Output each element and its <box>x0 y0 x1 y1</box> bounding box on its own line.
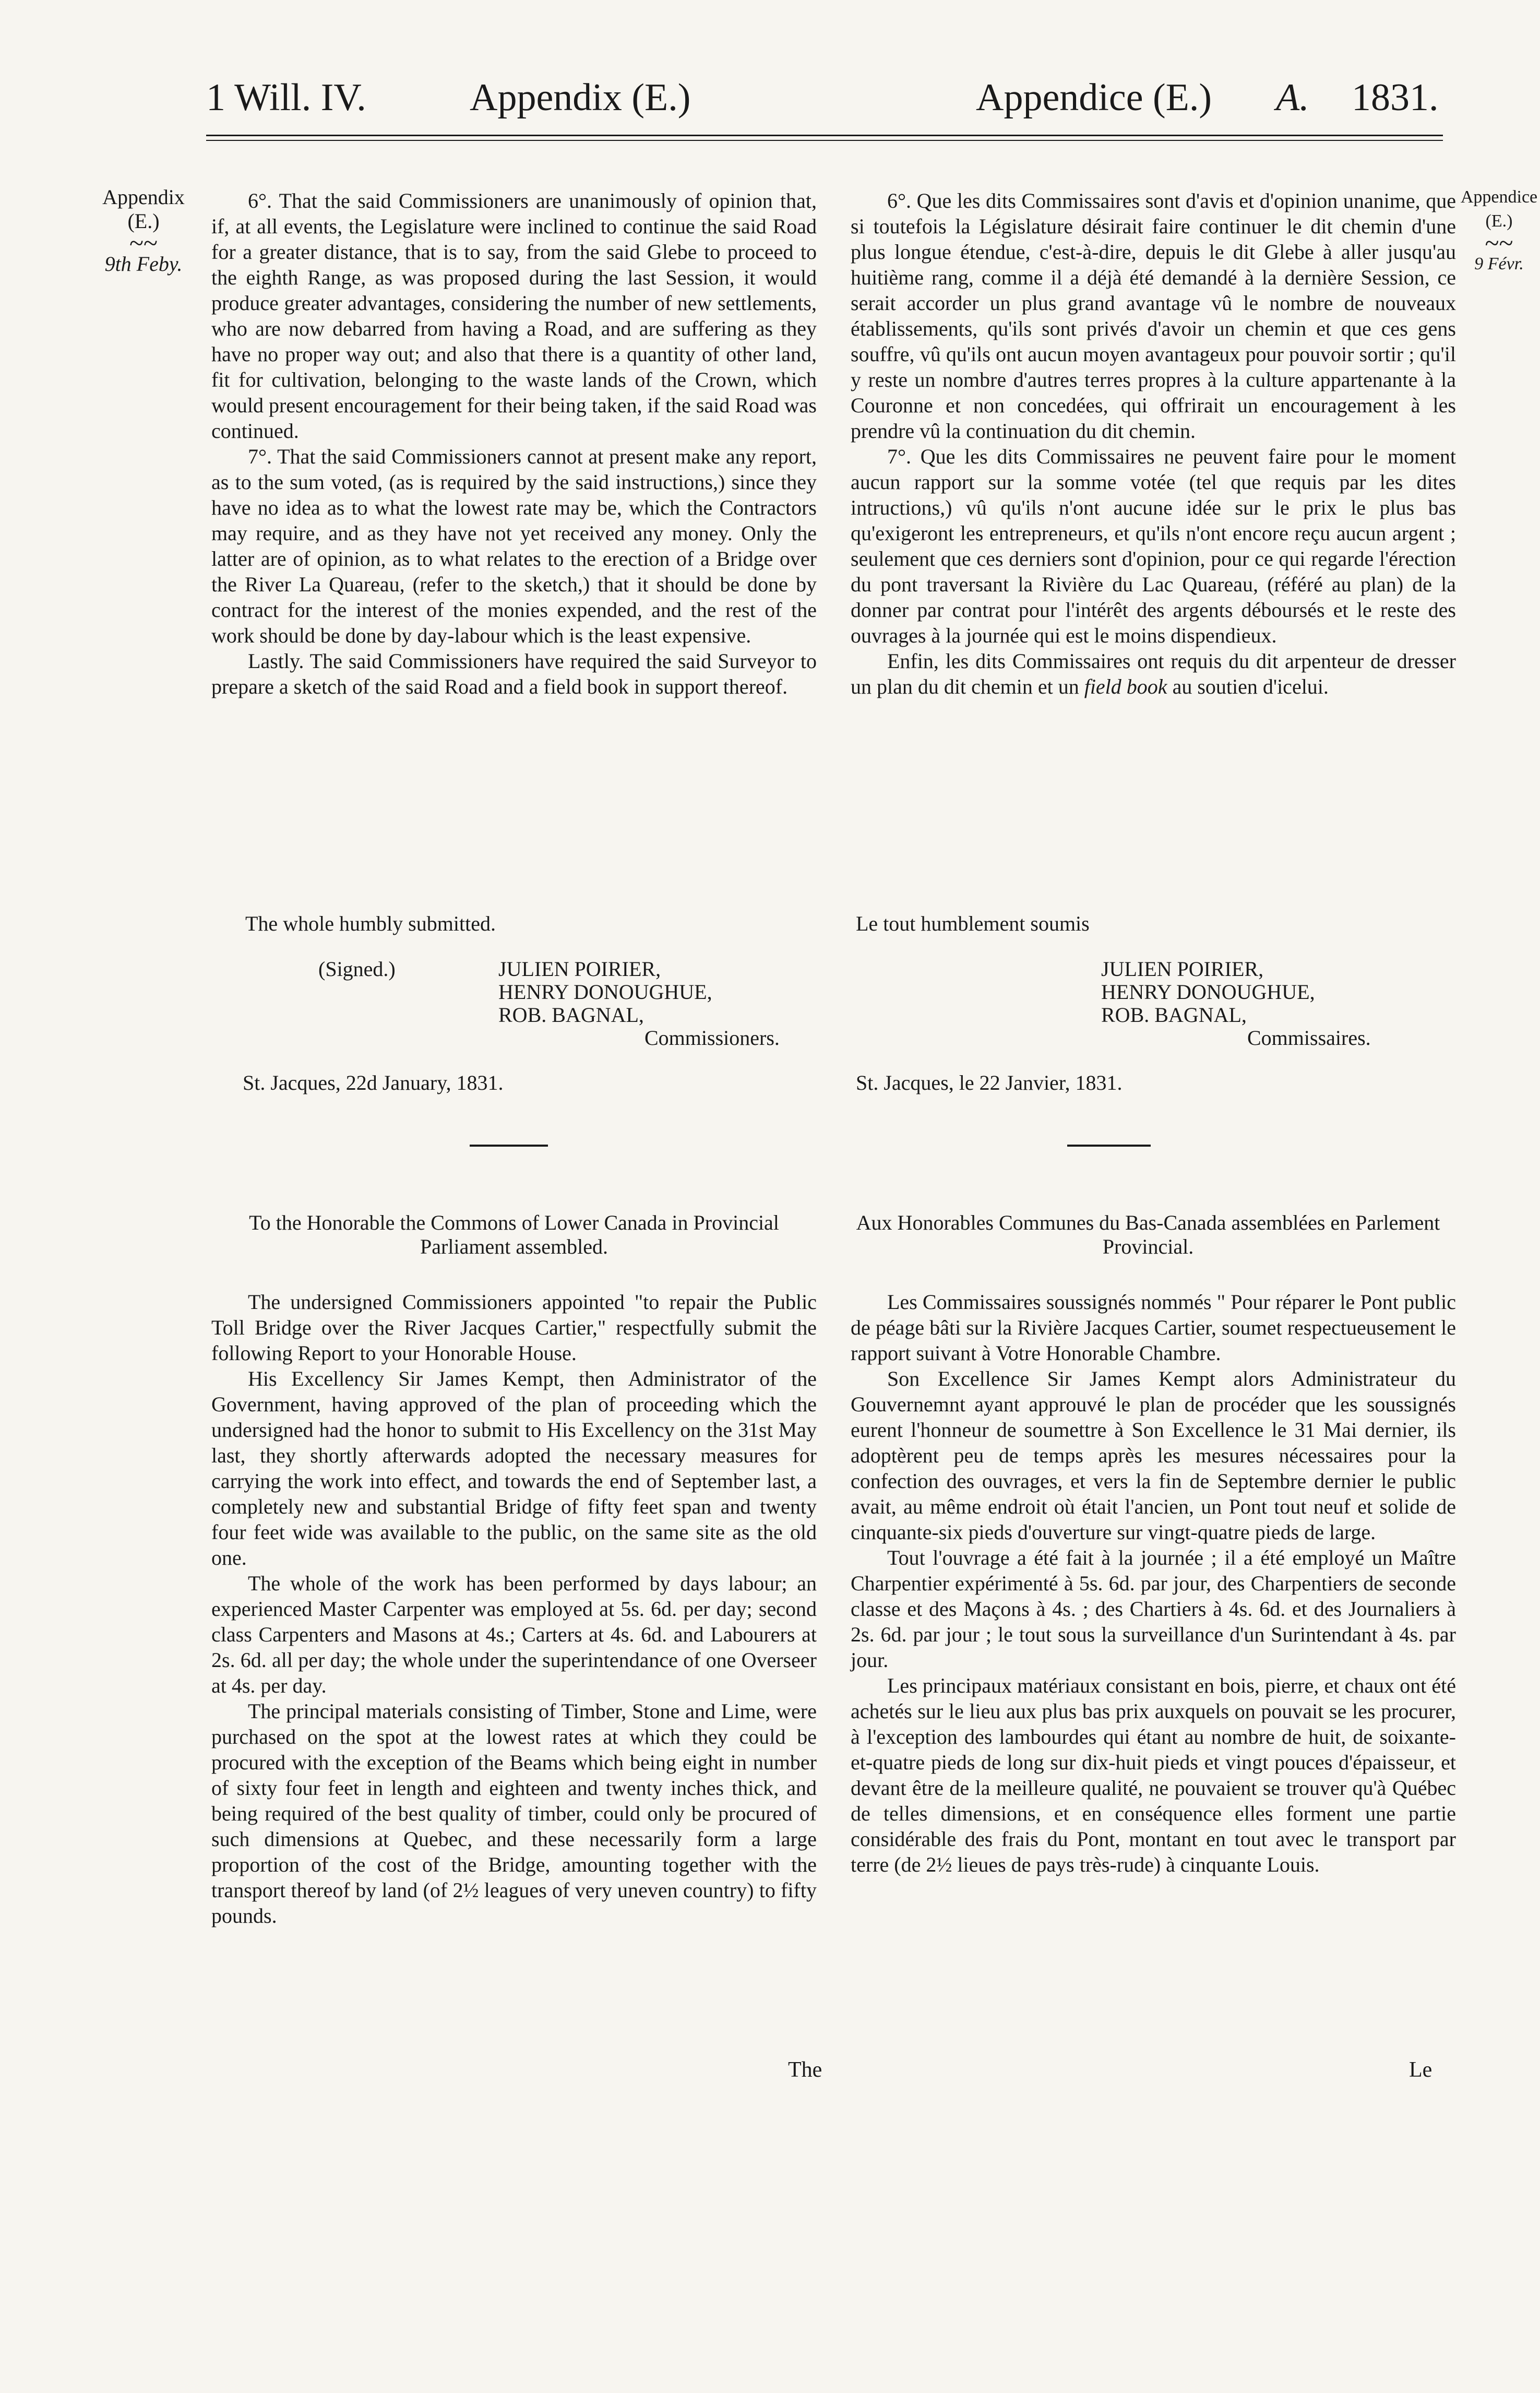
separator-rule-en <box>470 1145 548 1147</box>
english-para-7: 7°. That the said Commissioners cannot at present make any report, as to the sum voted, (as is required by the said instructions,) since they have no idea as to what the lowest rate may be, which the Contractors may require, and as they have not yet received any money. Only the latter are of opinion, as to what relates to the erection of a Bridge over the River La Quareau, (refer to the sketch,) that it should be done by contract for the interest of the monies expended, and the rest of the work should be done by day-labour which is the least expensive. <box>211 445 817 647</box>
french-lastly-field-book: field book <box>1084 675 1167 698</box>
english-catchword: The <box>788 2058 822 2082</box>
margin-label: Appendix <box>102 185 185 209</box>
signature-3: ROB. BAGNAL, <box>1101 1003 1247 1027</box>
french-report-p3: Tout l'ouvrage a été fait à la journée ; il a été employé un Maître Charpentier expérimenté à 5s. 6d. par jour, des Charpentiers de seconde classe et des Maçons à 4s. ; des Chartiers à 4s. 6d. et des Journaliers à 2s. 6d. par jour ; le tout sous la surveillance d'un Surintendant à 4s. par jour. <box>851 1546 1456 1672</box>
separator-rule-fr <box>1067 1145 1151 1147</box>
header-marker: A. <box>1276 76 1309 119</box>
margin-date: 9 Févr. <box>1474 254 1524 273</box>
margin-label: Appendice <box>1460 187 1538 207</box>
margin-note-left <box>83 185 204 276</box>
signature-1: JULIEN POIRIER, <box>498 957 661 981</box>
header-rule-thin <box>206 140 1443 141</box>
margin-date: 9th Feby. <box>104 252 183 276</box>
english-report-p2: His Excellency Sir James Kempt, then Administrator of the Government, having approved of the plan of proceeding which the undersigned had the honor to submit to His Excellency on the 31st May last, they shortly afterwards adopted the necessary measures for carrying the work into effect, and towards the end of September last, a completely new and substantial Bridge of fifty feet span and twenty four feet wide was available to the public, on the same site as the old one. <box>211 1367 817 1569</box>
french-column-lower <box>851 1289 1456 1877</box>
margin-sub: (E.) <box>1485 211 1513 231</box>
header-rule <box>206 135 1443 136</box>
french-column-upper <box>851 188 1456 699</box>
english-column-upper <box>211 188 817 699</box>
signature-1: JULIEN POIRIER, <box>1101 957 1264 981</box>
french-report-p4: Les principaux matériaux consistant en bois, pierre, et chaux ont été achetés sur le lieu aux plus bas prix auxquels on pouvait se les procurer, à l'exception des lambourdes qui étant au nombre de huit, de soixante-et-quatre pieds de long sur dix-huit pieds et vingt pouces d'épaisseur, et devant être de la meilleure qualité, ne pouvaient se trouver qu'à Québec de telles dimensions, et en conséquence elles forment une partie considérable des frais du Pont, montant en tout avec le transport par terre (de 2½ lieues de pays très-rude) à cinquante Louis. <box>851 1674 1456 1876</box>
french-submitted: Le tout humblement soumis <box>856 912 1090 935</box>
french-report-p2: Son Excellence Sir James Kempt alors Administrateur du Gouvernemnt ayant approuvé le plan de procéder que les soussignés eurent l'honneur de soumettre à Son Excellence le 31 Mai dernier, ils adoptèrent peu de temps après les mesures nécessaires pour la confection des ouvrages, et vers la fin de Septembre dernier le public avait, au même endroit où était l'ancien, un Pont tout neuf et solide de cinquante-six pieds d'ouverture sur vingt-quatre pieds de large. <box>851 1367 1456 1544</box>
english-report-p4: The principal materials consisting of Timber, Stone and Lime, were purchased on the spot at the lowest rates at which they could be procured with the exception of the Beams which being eight in number of sixty four feet in length and eighteen and twenty inches thick, and being required of the best quality of timber, could only be procured of such dimensions at Quebec, and these necessarily form a large proportion of the cost of the Bridge, amounting together with the transport thereof by land (of 2½ leagues of very uneven country) to fifty pounds. <box>211 1699 817 1927</box>
english-column-lower <box>211 1289 817 1928</box>
french-lastly-pre: Enfin, les dits Commissaires ont requis du dit arpenteur de dresser un plan du dit chemin et un <box>851 649 1456 698</box>
english-para-6: 6°. That the said Commissioners are unanimously of opinion that, if, at all events, the Legislature were inclined to continue the said Road for a greater distance, that is to say, from the said Glebe to proceed to the eighth Range, as was proposed during the last Session, it would produce greater advantages, considering the number of new settlements, who are now debarred from having a Road, and are suffering as they have no proper way out; and also that there is a quantity of other land, fit for cultivation, belonging to the waste lands of the Crown, which would present encouragement for their being taken, if the said Road was continued. <box>211 189 817 443</box>
signature-3: ROB. BAGNAL, <box>498 1003 644 1027</box>
french-place-date: St. Jacques, le 22 Janvier, 1831. <box>856 1071 1123 1094</box>
english-report-p1: The undersigned Commissioners appointed "to repair the Public Toll Bridge over the River Jacques Cartier," respectfully submit the following Report to your Honorable House. <box>211 1290 817 1365</box>
french-lastly <box>851 648 1456 699</box>
english-heading: To the Honorable the Commons of Lower Canada in Provincial Parliament assembled. <box>249 1211 779 1258</box>
english-place-date: St. Jacques, 22d January, 1831. <box>243 1071 504 1094</box>
header-appendix-en: Appendix (E.) <box>470 76 691 119</box>
english-submitted: The whole humbly submitted. <box>245 912 496 935</box>
margin-tilde: ~~ <box>1485 228 1513 257</box>
margin-tilde: ~~ <box>129 228 158 257</box>
english-signatories <box>498 958 780 1050</box>
header-appendix-fr: Appendice (E.) <box>976 76 1212 119</box>
commissioners-label: Commissioners. <box>644 1026 780 1050</box>
margin-note-right <box>1459 185 1539 276</box>
header-reign: 1 Will. IV. <box>206 76 366 119</box>
french-heading: Aux Honorables Communes du Bas-Canada assemblées en Parlement Provincial. <box>856 1211 1440 1258</box>
commissaires-label: Commissaires. <box>1247 1026 1371 1050</box>
french-signatories <box>1101 958 1371 1050</box>
french-para-6: 6°. Que les dits Commissaires sont d'avis et d'opinion unanime, que si toutefois la Législature désirait faire continuer le dit chemin d'une plus longue étendue, c'est-à-dire, depuis le dit Glebe à aller jusqu'au huitième rang, comme il a déjà été demandé à la dernière Session, ce serait accorder un plus grand avantage vû le nombre de nouveaux établissements, qu'ils sont privés d'avoir un chemin et que ces gens souffre, vû qu'ils ont aucun moyen avantageux pour pouvoir sortir ; qu'il y reste un nombre d'autres terres propres à la culture appartenante à la Couronne et non concedées, qui offrirait un encouragement à les prendre vû la continuation du dit chemin. <box>851 189 1456 443</box>
french-lastly-post: au soutien d'icelui. <box>1172 675 1329 698</box>
french-catchword: Le <box>1409 2058 1432 2082</box>
signature-2: HENRY DONOUGHUE, <box>498 980 712 1004</box>
english-lastly: Lastly. The said Commissioners have required the said Surveyor to prepare a sketch of the said Road and a field book in support thereof. <box>211 649 817 698</box>
french-para-7: 7°. Que les dits Commissaires ne peuvent faire pour le moment aucun rapport sur la somme votée (tel que requis par les dites intructions,) vû qu'ils n'ont aucune idée sur le prix le plus bas qu'exigeront les entrepreneurs, et qu'ils n'ont encore reçu aucun argent ; seulement que ces derniers sont d'opinion, pour ce qui regarde l'érection du pont traversant la Rivière du Lac Quareau, (référé au plan) de la donner par contrat pour l'intérêt des argents déboursés et le reste des ouvrages à la journée qui est le moins dispendieux. <box>851 445 1456 647</box>
english-report-p3: The whole of the work has been performed by days labour; an experienced Master Carpenter was employed at 5s. 6d. per day; second class Carpenters and Masons at 4s.; Carters at 4s. 6d. and Labourers at 2s. 6d. all per day; the whole under the superintendance of one Overseer at 4s. per day. <box>211 1571 817 1697</box>
header-year: 1831. <box>1352 76 1439 119</box>
french-report-p1: Les Commissaires soussignés nommés " Pour réparer le Pont public de péage bâti sur la Rivière Jacques Cartier, soumet respectueusement le rapport suivant à Votre Honorable Chambre. <box>851 1290 1456 1365</box>
signature-2: HENRY DONOUGHUE, <box>1101 980 1315 1004</box>
english-signed: (Signed.) <box>318 957 396 981</box>
margin-sub: (E.) <box>127 209 160 233</box>
